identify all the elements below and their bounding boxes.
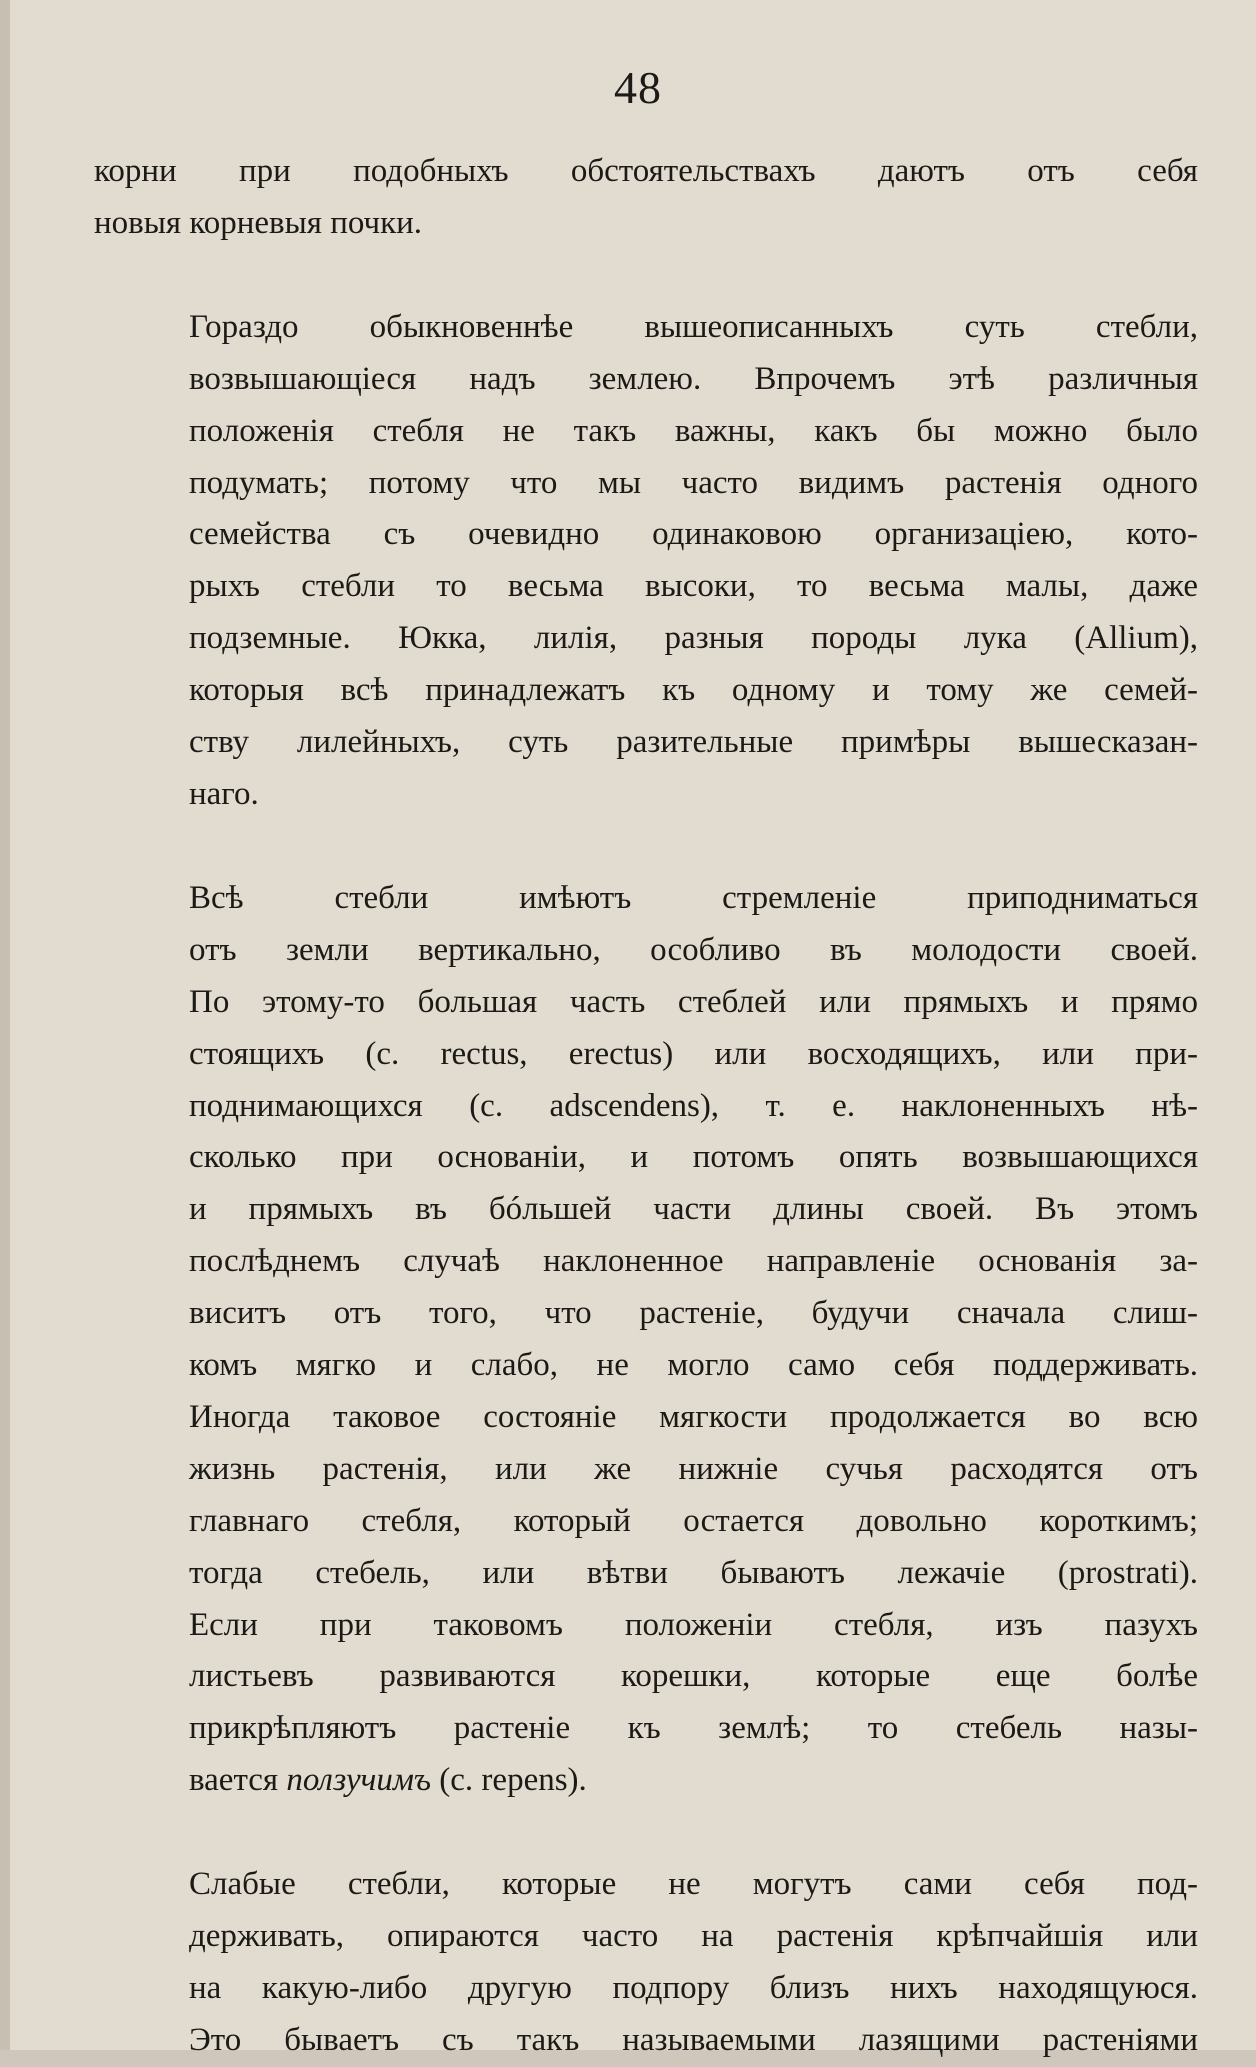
page-number: 48	[614, 62, 662, 113]
text-line: стоящихъ (c. rectus, erectus) или восходящихъ, или при-	[189, 1035, 1198, 1072]
paragraph-3	[94, 873, 1198, 1807]
text-line: отъ земли вертикально, особливо въ молодости своей.	[189, 931, 1198, 968]
text-line: держивать, опираются часто на растенія крѣпчайшія или	[189, 1918, 1198, 1955]
paragraph-4	[94, 1859, 1198, 2067]
text-line: тогда стебель, или вѣтви бываютъ лежачіе (prostrati).	[189, 1554, 1198, 1591]
text-line: прикрѣпляютъ растеніе къ землѣ; то стебель назы-	[189, 1710, 1198, 1747]
text-line: Если при таковомъ положеніи стебля, изъ пазухъ	[189, 1606, 1198, 1643]
text-line: Иногда таковое состояніе мягкости продолжается во всю	[189, 1398, 1198, 1435]
text-line: Это бываетъ съ такъ называемыми лазящими растеніями	[189, 2021, 1198, 2058]
italic-term: ползучимъ	[286, 1762, 432, 1799]
text-line: комъ мягко и слабо, не могло само себя поддерживать.	[189, 1347, 1198, 1384]
text-line: семейства съ очевидно одинаковою организаціею, кото-	[189, 516, 1198, 553]
text-line: положенія стебля не такъ важны, какъ бы можно было	[189, 412, 1198, 449]
text-line: и прямыхъ въ бóльшей части длины своей. Въ этомъ	[189, 1191, 1198, 1228]
text-line: подземные. Юкка, лилія, разныя породы лука (Allium),	[189, 620, 1198, 657]
text-line: корни при подобныхъ обстоятельствахъ даютъ отъ себя	[94, 153, 1198, 189]
text-fragment: (c. repens).	[431, 1762, 587, 1799]
text-line: Всѣ стебли имѣютъ стремленіе приподниматься	[189, 879, 1198, 916]
text-line: послѣднемъ случаѣ наклоненное направленіе основанія за-	[189, 1243, 1198, 1280]
text-line: По этому-то большая часть стеблей или прямыхъ и прямо	[189, 983, 1198, 1020]
text-line: жизнь растенія, или же нижніе сучья расходятся отъ	[189, 1450, 1198, 1487]
text-line: Слабые стебли, которые не могутъ сами себя под-	[189, 1866, 1198, 1903]
text-line-closing	[94, 1755, 1198, 1807]
text-line: поднимающихся (c. adscendens), т. е. наклоненныхъ нѣ-	[189, 1087, 1198, 1124]
text-line: главнаго стебля, который остается довольно короткимъ;	[189, 1502, 1198, 1539]
page-text	[94, 146, 1198, 2067]
text-line: новыя корневыя почки.	[94, 204, 423, 241]
text-line: виситъ отъ того, что растеніе, будучи сначала слиш-	[189, 1295, 1198, 1332]
text-line: листьевъ развиваются корешки, которые еще болѣе	[189, 1658, 1198, 1695]
paragraph-1	[94, 146, 1198, 250]
text-line: на какую-либо другую подпору близъ нихъ находящуюся.	[189, 1970, 1198, 2006]
text-line: наго.	[189, 775, 259, 812]
text-line: ству лилейныхъ, суть разительные примѣры вышесказан-	[189, 724, 1198, 761]
text-line: рыхъ стебли то весьма высоки, то весьма малы, даже	[189, 568, 1198, 605]
text-fragment: вается	[189, 1762, 287, 1799]
text-line: возвышающіеся надъ землею. Впрочемъ этѣ различныя	[189, 360, 1198, 397]
paragraph-2	[94, 302, 1198, 821]
text-line: которыя всѣ принадлежатъ къ одному и тому же семей-	[189, 672, 1198, 709]
text-line: Гораздо обыкновеннѣе вышеописанныхъ суть стебли,	[189, 308, 1198, 345]
text-line: подумать; потому что мы часто видимъ растенія одного	[189, 464, 1198, 501]
text-line: сколько при основаніи, и потомъ опять возвышающихся	[189, 1139, 1198, 1176]
